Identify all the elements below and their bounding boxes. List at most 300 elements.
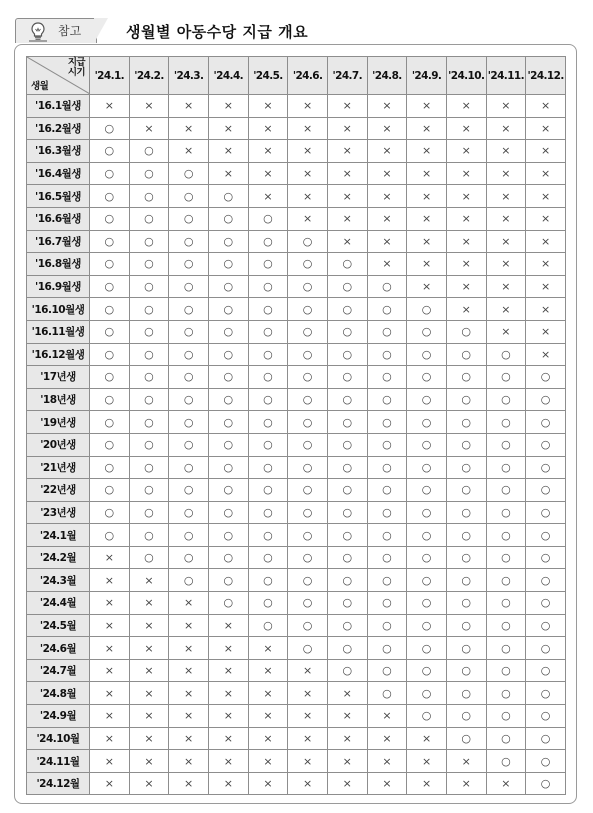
corner-row-label: 생월 (31, 81, 49, 92)
status-cell: × (90, 750, 130, 773)
row-header: '16.8월생 (27, 253, 90, 276)
status-cell: × (526, 162, 566, 185)
status-cell: ○ (327, 433, 367, 456)
status-cell: ○ (407, 456, 447, 479)
row-header: '16.12월생 (27, 343, 90, 366)
column-header: '24.11. (486, 57, 526, 95)
status-cell: × (248, 727, 288, 750)
status-cell: ○ (327, 411, 367, 434)
status-cell: ○ (129, 366, 169, 389)
row-header: '24.12월 (27, 772, 90, 795)
status-cell: × (248, 140, 288, 163)
status-cell: × (486, 117, 526, 140)
status-cell: × (526, 320, 566, 343)
status-cell: ○ (129, 185, 169, 208)
status-cell: ○ (129, 501, 169, 524)
status-cell: ○ (248, 343, 288, 366)
status-cell: ○ (129, 343, 169, 366)
status-cell: ○ (288, 501, 328, 524)
status-cell: × (327, 682, 367, 705)
status-cell: × (407, 727, 447, 750)
row-header: '22년생 (27, 479, 90, 502)
status-cell: ○ (367, 524, 407, 547)
status-cell: ○ (248, 298, 288, 321)
status-cell: × (248, 682, 288, 705)
status-cell: ○ (367, 637, 407, 660)
status-cell: ○ (367, 614, 407, 637)
status-cell: × (169, 140, 209, 163)
table-row (27, 411, 566, 434)
page-title: 생월별 아동수당 지급 개요 (126, 23, 309, 41)
status-cell: ○ (208, 207, 248, 230)
status-cell: ○ (288, 524, 328, 547)
status-cell: × (248, 659, 288, 682)
status-cell: ○ (129, 275, 169, 298)
status-cell: × (208, 682, 248, 705)
table-row (27, 207, 566, 230)
status-cell: ○ (208, 546, 248, 569)
status-cell: ○ (407, 411, 447, 434)
status-cell: ○ (486, 524, 526, 547)
status-cell: ○ (526, 772, 566, 795)
status-cell: × (367, 750, 407, 773)
status-cell: ○ (526, 456, 566, 479)
status-cell: ○ (90, 388, 130, 411)
column-header: '24.2. (129, 57, 169, 95)
status-cell: × (486, 162, 526, 185)
table-row (27, 772, 566, 795)
status-cell: ○ (169, 343, 209, 366)
status-cell: ○ (129, 320, 169, 343)
status-cell: × (526, 95, 566, 118)
status-cell: ○ (407, 479, 447, 502)
status-cell: × (486, 95, 526, 118)
status-cell: ○ (407, 592, 447, 615)
status-cell: × (288, 117, 328, 140)
status-cell: ○ (446, 592, 486, 615)
row-header: '16.1월생 (27, 95, 90, 118)
status-cell: ○ (208, 569, 248, 592)
row-header: '21년생 (27, 456, 90, 479)
status-cell: × (367, 140, 407, 163)
status-cell: × (129, 682, 169, 705)
status-cell: × (486, 320, 526, 343)
status-cell: ○ (526, 705, 566, 728)
status-cell: ○ (90, 117, 130, 140)
status-cell: ○ (407, 682, 447, 705)
table-row (27, 253, 566, 276)
status-cell: ○ (367, 501, 407, 524)
table-row (27, 185, 566, 208)
row-header: '19년생 (27, 411, 90, 434)
status-cell: × (129, 727, 169, 750)
row-header: '24.4월 (27, 592, 90, 615)
status-cell: × (208, 140, 248, 163)
status-cell: ○ (327, 659, 367, 682)
status-cell: ○ (486, 388, 526, 411)
status-cell: ○ (367, 388, 407, 411)
status-cell: × (367, 772, 407, 795)
corner-header-cell (27, 57, 90, 95)
status-cell: ○ (288, 433, 328, 456)
status-cell: × (129, 772, 169, 795)
status-cell: ○ (90, 433, 130, 456)
table-row (27, 162, 566, 185)
column-header: '24.1. (90, 57, 130, 95)
status-cell: ○ (129, 207, 169, 230)
row-header: '24.8월 (27, 682, 90, 705)
status-cell: ○ (248, 546, 288, 569)
row-header: '24.1월 (27, 524, 90, 547)
status-cell: × (407, 140, 447, 163)
status-cell: ○ (169, 524, 209, 547)
status-cell: ○ (129, 298, 169, 321)
status-cell: ○ (407, 388, 447, 411)
status-cell: ○ (90, 185, 130, 208)
status-cell: × (208, 705, 248, 728)
status-cell: × (288, 162, 328, 185)
status-cell: × (407, 230, 447, 253)
table-row (27, 456, 566, 479)
status-cell: ○ (486, 705, 526, 728)
status-cell: ○ (526, 501, 566, 524)
status-cell: × (367, 185, 407, 208)
status-cell: × (486, 772, 526, 795)
status-cell: × (407, 185, 447, 208)
status-cell: × (407, 117, 447, 140)
status-cell: × (90, 705, 130, 728)
status-cell: × (526, 207, 566, 230)
status-cell: ○ (327, 320, 367, 343)
status-cell: ○ (446, 388, 486, 411)
status-cell: ○ (327, 253, 367, 276)
table-row (27, 524, 566, 547)
table-row (27, 320, 566, 343)
status-cell: ○ (208, 275, 248, 298)
status-cell: ○ (288, 614, 328, 637)
status-cell: × (327, 162, 367, 185)
status-cell: ○ (288, 388, 328, 411)
row-header: '24.10월 (27, 727, 90, 750)
status-cell: ○ (208, 185, 248, 208)
status-cell: ○ (367, 411, 407, 434)
status-cell: ○ (486, 750, 526, 773)
status-cell: × (407, 253, 447, 276)
status-cell: × (446, 750, 486, 773)
status-cell: × (446, 207, 486, 230)
status-cell: ○ (327, 637, 367, 660)
row-header: '24.6월 (27, 637, 90, 660)
status-cell: ○ (208, 320, 248, 343)
status-cell: × (407, 750, 447, 773)
status-cell: × (486, 253, 526, 276)
status-cell: ○ (90, 479, 130, 502)
status-cell: × (526, 185, 566, 208)
status-cell: × (248, 185, 288, 208)
status-cell: × (208, 772, 248, 795)
row-header: '16.3월생 (27, 140, 90, 163)
status-cell: ○ (486, 592, 526, 615)
allowance-table (26, 56, 566, 795)
column-header: '24.4. (208, 57, 248, 95)
status-cell: ○ (248, 569, 288, 592)
row-header: '24.11월 (27, 750, 90, 773)
status-cell: × (248, 705, 288, 728)
status-cell: ○ (248, 320, 288, 343)
status-cell: ○ (446, 614, 486, 637)
status-cell: ○ (446, 659, 486, 682)
status-cell: × (169, 659, 209, 682)
status-cell: ○ (129, 524, 169, 547)
status-cell: × (169, 95, 209, 118)
status-cell: ○ (248, 433, 288, 456)
status-cell: ○ (407, 298, 447, 321)
status-cell: × (486, 140, 526, 163)
table-row (27, 95, 566, 118)
table-row (27, 501, 566, 524)
status-cell: ○ (208, 388, 248, 411)
status-cell: × (288, 705, 328, 728)
status-cell: ○ (526, 546, 566, 569)
table-row (27, 298, 566, 321)
status-cell: ○ (486, 456, 526, 479)
status-cell: × (90, 772, 130, 795)
status-cell: ○ (407, 659, 447, 682)
status-cell: ○ (248, 253, 288, 276)
status-cell: ○ (129, 479, 169, 502)
status-cell: ○ (327, 479, 367, 502)
status-cell: ○ (446, 705, 486, 728)
row-header: '24.9월 (27, 705, 90, 728)
status-cell: ○ (288, 275, 328, 298)
table-row (27, 614, 566, 637)
status-cell: × (327, 185, 367, 208)
status-cell: × (288, 207, 328, 230)
status-cell: × (169, 117, 209, 140)
status-cell: × (169, 727, 209, 750)
status-cell: × (248, 772, 288, 795)
table-row (27, 117, 566, 140)
status-cell: × (446, 95, 486, 118)
status-cell: × (486, 275, 526, 298)
status-cell: ○ (526, 659, 566, 682)
status-cell: ○ (129, 433, 169, 456)
status-cell: ○ (486, 659, 526, 682)
status-cell: × (129, 592, 169, 615)
status-cell: × (90, 546, 130, 569)
table-row (27, 659, 566, 682)
row-header: '18년생 (27, 388, 90, 411)
status-cell: × (90, 659, 130, 682)
status-cell: ○ (208, 366, 248, 389)
corner-column-label-line2: 시기 (67, 67, 85, 78)
status-cell: × (367, 117, 407, 140)
status-cell: ○ (526, 479, 566, 502)
status-cell: ○ (169, 569, 209, 592)
status-cell: ○ (248, 388, 288, 411)
status-cell: × (129, 117, 169, 140)
reference-tab (15, 18, 97, 43)
status-cell: × (129, 569, 169, 592)
status-cell: ○ (446, 343, 486, 366)
status-cell: ○ (446, 546, 486, 569)
status-cell: ○ (486, 637, 526, 660)
status-cell: ○ (327, 501, 367, 524)
status-cell: ○ (367, 659, 407, 682)
status-cell: ○ (367, 298, 407, 321)
status-cell: ○ (169, 230, 209, 253)
status-cell: ○ (288, 298, 328, 321)
status-cell: × (446, 117, 486, 140)
column-header: '24.8. (367, 57, 407, 95)
status-cell: ○ (208, 456, 248, 479)
status-cell: ○ (407, 433, 447, 456)
row-header: '24.7월 (27, 659, 90, 682)
column-header: '24.12. (526, 57, 566, 95)
page-header (12, 18, 584, 44)
status-cell: ○ (288, 546, 328, 569)
status-cell: ○ (248, 456, 288, 479)
row-header: '16.4월생 (27, 162, 90, 185)
table-row (27, 433, 566, 456)
status-cell: × (169, 705, 209, 728)
status-cell: × (407, 95, 447, 118)
status-cell: ○ (486, 479, 526, 502)
status-cell: ○ (288, 456, 328, 479)
status-cell: ○ (208, 230, 248, 253)
status-cell: ○ (248, 592, 288, 615)
row-header: '16.10월생 (27, 298, 90, 321)
status-cell: ○ (129, 162, 169, 185)
status-cell: ○ (486, 433, 526, 456)
status-cell: ○ (90, 343, 130, 366)
status-cell: × (486, 230, 526, 253)
row-header: '16.2월생 (27, 117, 90, 140)
status-cell: × (248, 637, 288, 660)
row-header: '16.5월생 (27, 185, 90, 208)
row-header: '16.7월생 (27, 230, 90, 253)
status-cell: × (327, 772, 367, 795)
status-cell: ○ (169, 253, 209, 276)
status-cell: × (90, 727, 130, 750)
status-cell: ○ (446, 682, 486, 705)
status-cell: ○ (526, 524, 566, 547)
status-cell: ○ (90, 298, 130, 321)
status-cell: ○ (208, 343, 248, 366)
table-row (27, 727, 566, 750)
table-row (27, 592, 566, 615)
status-cell: × (486, 298, 526, 321)
status-cell: ○ (526, 592, 566, 615)
status-cell: ○ (486, 727, 526, 750)
status-cell: ○ (90, 230, 130, 253)
status-cell: ○ (327, 343, 367, 366)
status-cell: ○ (288, 366, 328, 389)
status-cell: × (248, 750, 288, 773)
status-cell: ○ (327, 388, 367, 411)
table-row (27, 705, 566, 728)
table-row (27, 637, 566, 660)
status-cell: ○ (486, 614, 526, 637)
lightbulb-icon (27, 20, 49, 42)
status-cell: × (327, 117, 367, 140)
status-cell: ○ (367, 275, 407, 298)
status-cell: ○ (367, 592, 407, 615)
row-header: '24.2월 (27, 546, 90, 569)
status-cell: ○ (526, 682, 566, 705)
status-cell: × (446, 275, 486, 298)
status-cell: ○ (90, 140, 130, 163)
status-cell: × (446, 185, 486, 208)
column-header: '24.6. (288, 57, 328, 95)
status-cell: ○ (248, 479, 288, 502)
status-cell: × (208, 614, 248, 637)
table-row (27, 140, 566, 163)
status-cell: ○ (248, 614, 288, 637)
status-cell: ○ (367, 479, 407, 502)
status-cell: × (407, 275, 447, 298)
status-cell: ○ (288, 253, 328, 276)
status-cell: ○ (169, 456, 209, 479)
status-cell: × (90, 614, 130, 637)
status-cell: ○ (526, 388, 566, 411)
status-cell: ○ (446, 456, 486, 479)
status-cell: × (446, 162, 486, 185)
status-cell: ○ (129, 456, 169, 479)
status-cell: ○ (327, 298, 367, 321)
status-cell: ○ (90, 411, 130, 434)
status-cell: × (367, 162, 407, 185)
status-cell: × (169, 614, 209, 637)
status-cell: ○ (169, 185, 209, 208)
row-header: '16.6월생 (27, 207, 90, 230)
status-cell: × (90, 569, 130, 592)
status-cell: ○ (486, 546, 526, 569)
status-cell: ○ (208, 433, 248, 456)
table-header-row (27, 57, 566, 95)
status-cell: × (367, 253, 407, 276)
status-cell: × (367, 230, 407, 253)
status-cell: × (446, 298, 486, 321)
status-cell: ○ (526, 433, 566, 456)
status-cell: × (248, 95, 288, 118)
status-cell: × (367, 705, 407, 728)
table-row (27, 388, 566, 411)
status-cell: × (90, 592, 130, 615)
status-cell: × (486, 207, 526, 230)
status-cell: ○ (169, 366, 209, 389)
status-cell: ○ (248, 230, 288, 253)
status-cell: ○ (169, 298, 209, 321)
status-cell: ○ (486, 366, 526, 389)
status-cell: ○ (446, 366, 486, 389)
status-cell: × (407, 162, 447, 185)
status-cell: ○ (327, 592, 367, 615)
corner-column-label-line1: 지급 (67, 57, 85, 68)
status-cell: × (90, 682, 130, 705)
status-cell: ○ (367, 343, 407, 366)
status-cell: × (208, 117, 248, 140)
status-cell: ○ (407, 546, 447, 569)
status-cell: × (327, 750, 367, 773)
status-cell: ○ (208, 411, 248, 434)
table-row (27, 569, 566, 592)
status-cell: × (248, 117, 288, 140)
status-cell: ○ (288, 479, 328, 502)
status-cell: × (129, 750, 169, 773)
status-cell: × (526, 230, 566, 253)
status-cell: ○ (129, 253, 169, 276)
